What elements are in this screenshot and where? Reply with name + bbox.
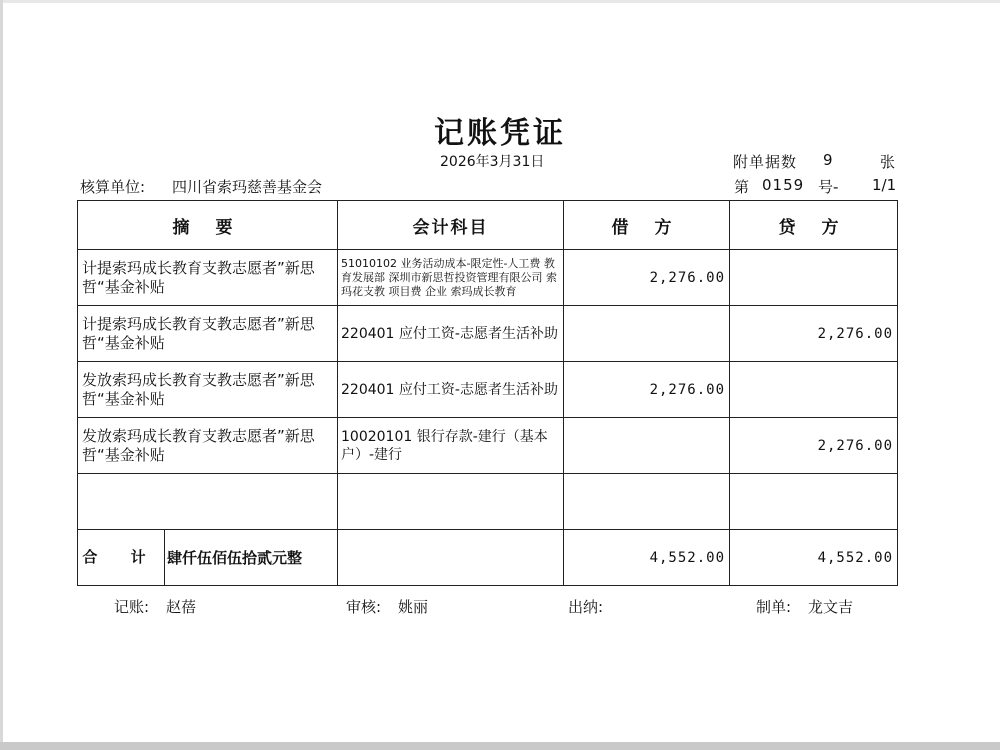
row-credit bbox=[730, 474, 898, 530]
bookkeeper-label: 记账: bbox=[114, 598, 150, 616]
accounting-unit-label: 核算单位: bbox=[80, 178, 146, 196]
debit-column-header: 借 方 bbox=[564, 201, 730, 250]
total-amount-in-words: 肆仟伍佰伍拾贰元整 bbox=[167, 549, 303, 567]
attachments-count: 9 bbox=[823, 151, 833, 169]
row-subject: 220401 应付工资-志愿者生活补助 bbox=[338, 362, 564, 418]
scan-edge-top bbox=[0, 0, 1000, 3]
voucher-table bbox=[77, 200, 898, 586]
table-row bbox=[78, 418, 898, 474]
row-summary: 发放索玛成长教育支教志愿者”新思哲“基金补贴 bbox=[78, 362, 338, 418]
voucher-title: 记账凭证 bbox=[434, 116, 566, 151]
row-subject: 220401 应付工资-志愿者生活补助 bbox=[338, 306, 564, 362]
total-credit: 4,552.00 bbox=[730, 530, 898, 586]
row-credit: 2,276.00 bbox=[730, 306, 898, 362]
credit-column-header: 贷 方 bbox=[730, 201, 898, 250]
scan-edge-bottom bbox=[0, 742, 1000, 750]
row-debit bbox=[564, 474, 730, 530]
table-row bbox=[78, 362, 898, 418]
reviewer-name: 姚丽 bbox=[398, 598, 429, 616]
voucher-no-value: 0159 bbox=[762, 176, 805, 194]
row-summary: 发放索玛成长教育支教志愿者”新思哲“基金补贴 bbox=[78, 418, 338, 474]
table-row bbox=[78, 474, 898, 530]
row-summary: 计提索玛成长教育支教志愿者”新思哲“基金补贴 bbox=[78, 250, 338, 306]
table-header-row bbox=[78, 201, 898, 250]
row-summary bbox=[78, 474, 338, 530]
row-credit bbox=[730, 250, 898, 306]
table-row bbox=[78, 306, 898, 362]
total-debit: 4,552.00 bbox=[564, 530, 730, 586]
row-debit: 2,276.00 bbox=[564, 250, 730, 306]
voucher-date: 2026年3月31日 bbox=[440, 154, 545, 170]
attachments-label: 附单据数 bbox=[733, 153, 798, 171]
summary-column-header: 摘 要 bbox=[78, 201, 338, 250]
row-debit bbox=[564, 306, 730, 362]
total-cell bbox=[78, 530, 338, 586]
bookkeeper-name: 赵蓓 bbox=[166, 598, 197, 616]
total-row bbox=[78, 530, 898, 586]
row-subject: 10020101 银行存款-建行（基本户）-建行 bbox=[338, 418, 564, 474]
preparer-label: 制单: bbox=[756, 598, 792, 616]
table-row bbox=[78, 250, 898, 306]
row-debit bbox=[564, 418, 730, 474]
attachments-unit: 张 bbox=[880, 153, 896, 171]
row-summary: 计提索玛成长教育支教志愿者”新思哲“基金补贴 bbox=[78, 306, 338, 362]
subject-column-header: 会计科目 bbox=[338, 201, 564, 250]
row-subject bbox=[338, 474, 564, 530]
reviewer-label: 审核: bbox=[346, 598, 382, 616]
total-subject-cell bbox=[338, 530, 564, 586]
cashier-label: 出纳: bbox=[568, 598, 604, 616]
total-label: 合 计 bbox=[78, 530, 165, 585]
voucher-no-suffix: 号- bbox=[818, 178, 839, 196]
row-credit: 2,276.00 bbox=[730, 418, 898, 474]
preparer-name: 龙文吉 bbox=[808, 598, 854, 616]
row-debit: 2,276.00 bbox=[564, 362, 730, 418]
accounting-unit-value: 四川省索玛慈善基金会 bbox=[172, 178, 323, 196]
voucher-page-number: 1/1 bbox=[872, 176, 897, 194]
row-subject: 51010102 业务活动成本-限定性-人工费 教育发展部 深圳市新思哲投资管理有限公司 索玛花支教 项目费 企业 索玛成长教育 bbox=[338, 250, 564, 306]
row-credit bbox=[730, 362, 898, 418]
voucher-no-label: 第 bbox=[734, 178, 750, 196]
